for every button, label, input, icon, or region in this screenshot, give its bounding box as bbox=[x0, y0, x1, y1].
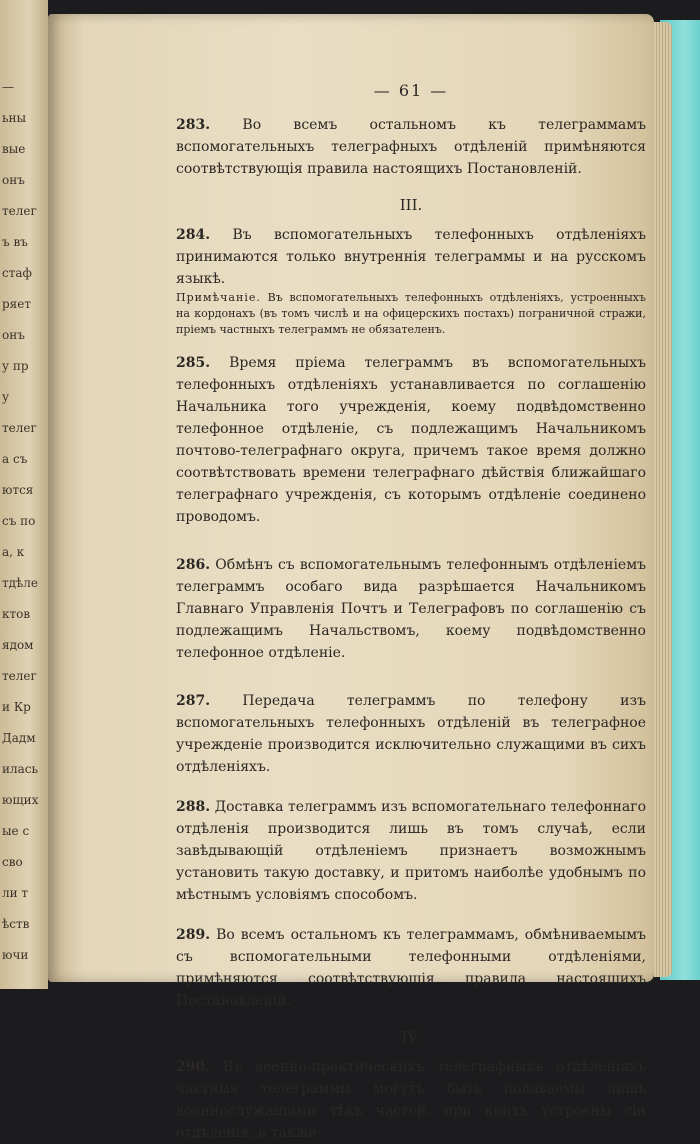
left-page-text-fragment: съ по bbox=[2, 514, 36, 528]
note-text: Въ вспомогательныхъ телефонныхъ отдѣленіяхъ, устроенныхъ на кордонахъ (въ томъ числѣ и на офицерскихъ постахъ) пограничной стражи, пріемъ частныхъ телеграммъ не обязателенъ. bbox=[176, 291, 647, 336]
note-label: Примѣчаніе. bbox=[176, 291, 261, 304]
note bbox=[176, 290, 646, 338]
left-page-text-fragment: вые bbox=[2, 142, 26, 156]
paragraph-number: 286. bbox=[176, 557, 211, 573]
left-page-text-fragment: Дадм bbox=[2, 731, 36, 745]
left-page-text-fragment: у пр bbox=[2, 359, 29, 373]
page-number: — 61 — bbox=[373, 81, 449, 100]
paragraph-number: 284. bbox=[176, 227, 211, 243]
left-page-text-fragment: ъ въ bbox=[2, 235, 28, 249]
section-heading-iv: IV. bbox=[401, 1028, 421, 1046]
paragraph-text: Передача телеграммъ по телефону изъ вспомогательныхъ телефонныхъ отдѣленій въ телеграфное учрежденіе производится исключительно служащими въ сихъ отдѣленіяхъ. bbox=[176, 693, 646, 775]
paragraph-text: Обмѣнъ съ вспомогательнымъ телефоннымъ отдѣленіемъ телеграммъ особаго вида разрѣшается Начальникомъ Главнаго Управленія Почтъ и Телеграфовъ по соглашенію съ подлежащимъ Начальствомъ, коему подвѣдомственно телефонное отдѣленіе. bbox=[176, 557, 647, 661]
paragraph-number: 287. bbox=[176, 693, 211, 709]
paragraph-number: 288. bbox=[176, 799, 211, 815]
paragraph-285 bbox=[176, 352, 646, 528]
paragraph-290 bbox=[176, 1056, 646, 1144]
paragraph-number: 285. bbox=[176, 355, 211, 371]
paragraph-287 bbox=[176, 690, 646, 778]
left-page-text-fragment: стаф bbox=[2, 266, 32, 280]
left-page-text-fragment: илась bbox=[2, 762, 39, 776]
left-page-text-fragment: ые с bbox=[2, 824, 30, 838]
paragraph-text: Доставка телеграммъ изъ вспомогательнаго телефоннаго отдѣленія производится лишь въ томъ случаѣ, если завѣдывающій отдѣленіемъ признаетъ возможнымъ установить такую доставку, и притомъ наиболѣе удобнымъ по мѣстнымъ условіямъ способомъ. bbox=[176, 799, 647, 903]
left-page-text-fragment: сво bbox=[2, 855, 23, 869]
left-page-text-fragment: ли т bbox=[2, 886, 29, 900]
left-page-text-fragment: онъ bbox=[2, 328, 25, 342]
left-page-text-fragment: ьны bbox=[2, 111, 27, 125]
paragraph-text: Время пріема телеграммъ въ вспомогательныхъ телефонныхъ отдѣленіяхъ устанавливается по соглашенію Начальника того учрежденія, коему подвѣдомственно телефонное отдѣленіе, съ подлежащимъ Начальникомъ почтово-телеграфнаго округа, причемъ такое время должно соотвѣтствовать времени телеграфнаго дѣйствія ближайшаго телеграфнаго учрежденія, съ которымъ отдѣленіе соединено проводомъ. bbox=[176, 355, 647, 525]
paragraph-288 bbox=[176, 796, 646, 906]
page-content bbox=[176, 80, 646, 1144]
left-page-text-fragment: ктов bbox=[2, 607, 31, 621]
paragraph-number: 289. bbox=[176, 927, 211, 943]
left-page-text-fragment: ряет bbox=[2, 297, 31, 311]
paragraph-286 bbox=[176, 554, 646, 664]
paragraph-number: 290. bbox=[176, 1059, 211, 1075]
paragraph-289 bbox=[176, 924, 646, 1012]
paragraph-text: Въ военно-практическихъ телеграфныхъ отдѣленіяхъ частныя телеграммы могутъ быть подаваемы лишь военнослужащими тѣхъ частей, при коихъ устроены сіи отдѣленія, а также bbox=[176, 1059, 647, 1141]
left-page-text-fragment: телег bbox=[2, 669, 37, 683]
left-page-text-fragment: и Кр bbox=[2, 700, 31, 714]
section-heading-iii: III. bbox=[399, 196, 423, 214]
left-page-text-fragment: ѣств bbox=[2, 917, 30, 931]
paragraph-text: Въ вспомогательныхъ телефонныхъ отдѣленіяхъ принимаются только внутреннія телеграммы и на русскомъ языкѣ. bbox=[176, 227, 647, 287]
paragraph-number: 283. bbox=[176, 117, 211, 133]
left-page-text-fragment: ядом bbox=[2, 638, 34, 652]
paragraph-283 bbox=[176, 114, 646, 180]
left-page-text-fragment: а съ bbox=[2, 452, 28, 466]
left-page-text-fragment: ючи bbox=[2, 948, 29, 962]
left-page-text-fragment: онъ bbox=[2, 173, 25, 187]
left-page-text-fragment: — bbox=[2, 80, 14, 94]
left-page-text-fragment: а, к bbox=[2, 545, 25, 559]
left-page-text-fragment: тдѣле bbox=[2, 576, 38, 590]
left-page bbox=[0, 0, 48, 989]
left-page-text-fragment: телег bbox=[2, 421, 37, 435]
page-edges bbox=[654, 22, 672, 977]
left-page-text-fragment: у bbox=[2, 390, 10, 404]
paragraph-284 bbox=[176, 224, 646, 290]
left-page-text-fragment: ющих bbox=[2, 793, 39, 807]
left-page-text-fragment: телег bbox=[2, 204, 37, 218]
paragraph-text: Во всемъ остальномъ къ телеграммамъ, обмѣниваемымъ съ вспомогательными телефонными отдѣленіями, примѣняются соотвѣтствующія правила настоящихъ Постановленій. bbox=[176, 927, 646, 1009]
book-page bbox=[48, 14, 654, 1141]
left-page-text-fragment: ются bbox=[2, 483, 34, 497]
paragraph-text: Во всемъ остальномъ къ телеграммамъ вспомогательныхъ телеграфныхъ отдѣленій примѣняются соотвѣтствующія правила настоящихъ Постановленій. bbox=[176, 117, 646, 177]
